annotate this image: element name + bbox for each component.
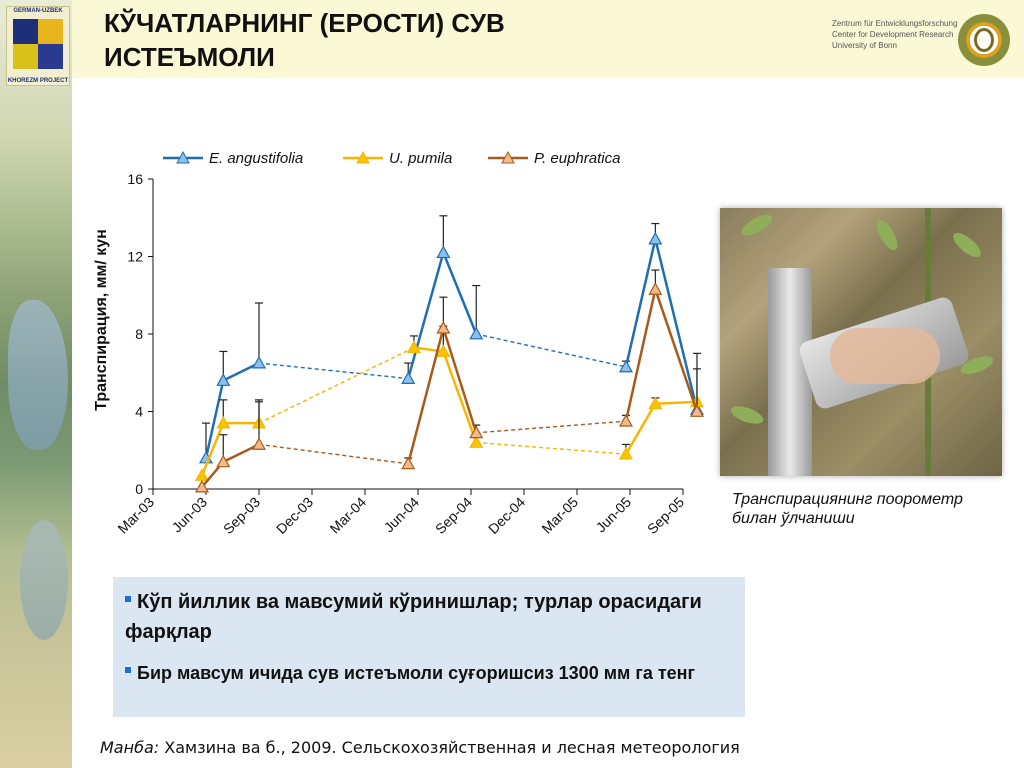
slide-header: [72, 0, 1024, 78]
chart-marks: [196, 216, 703, 492]
institute-line-1: Zentrum für Entwicklungsforschung: [832, 19, 958, 28]
data-point: [402, 458, 414, 469]
series-line-segment: [626, 239, 655, 367]
x-tick-label: Sep-03: [219, 493, 264, 538]
institute-line-3: University of Bonn: [832, 41, 897, 50]
legend-label: U. pumila: [389, 150, 453, 167]
bullet-square-icon: [125, 667, 131, 673]
data-point: [437, 247, 449, 258]
y-tick-label: 8: [135, 326, 143, 342]
legend-label: E. angustifolia: [209, 150, 304, 167]
y-tick-label: 4: [135, 403, 143, 420]
logo-mark: [13, 19, 63, 69]
source-citation: [100, 738, 740, 757]
key-point-2-text: Бир мавсум ичида сув истеъмоли суғоришсиз 1300 мм га тенг: [137, 663, 696, 683]
key-points-box: [113, 577, 745, 717]
y-axis-label: Транспирация, мм/ кун: [93, 229, 110, 411]
x-tick-label: Dec-04: [484, 493, 529, 538]
data-point: [402, 373, 414, 384]
key-point-1-text: Кўп йиллик ва мавсумий кўринишлар; турлар орасидаги фарқлар: [125, 591, 702, 643]
x-tick-label: Sep-05: [643, 493, 688, 538]
series-line-segment: [655, 239, 697, 410]
x-tick-label: Jun-03: [168, 493, 211, 536]
chart-legend: [163, 150, 620, 167]
y-tick-label: 16: [127, 171, 143, 187]
river-image: [8, 300, 68, 450]
series-line-segment: [443, 328, 476, 433]
series-line-segment: [443, 253, 476, 334]
x-tick-label: Mar-04: [326, 493, 370, 537]
series-line-segment: [655, 402, 697, 404]
data-point: [649, 233, 661, 244]
x-tick-label: Dec-03: [272, 493, 317, 538]
data-point: [437, 322, 449, 333]
left-decorative-strip: [0, 0, 72, 768]
series-line-segment: [476, 421, 626, 433]
source-label: Манба:: [100, 738, 160, 757]
logo-top-text: GERMAN-UZBEK: [13, 8, 63, 14]
data-point: [253, 357, 265, 368]
logo-bottom-text: KHOREZM PROJECT: [7, 78, 69, 84]
chart-axes: [93, 171, 687, 537]
project-logo: [6, 6, 70, 86]
data-point: [253, 438, 265, 449]
legend-label: P. euphratica: [534, 150, 621, 167]
y-tick-label: 12: [127, 248, 143, 265]
bullet-square-icon: [125, 596, 131, 602]
key-point-2: [125, 659, 735, 687]
series-line-segment: [476, 334, 626, 367]
data-point: [620, 415, 632, 426]
series-line-segment: [626, 289, 655, 421]
data-point: [649, 283, 661, 294]
x-tick-label: Jun-04: [380, 493, 423, 536]
source-text: Хамзина ва б., 2009. Сельскохозяйственная и лесная метеорология: [164, 738, 740, 757]
data-point: [217, 456, 229, 467]
y-tick-label: 0: [135, 481, 143, 497]
series-line-segment: [655, 289, 697, 411]
series-line-segment: [259, 363, 408, 379]
series-line-segment: [476, 443, 626, 455]
river-image-lower: [20, 520, 68, 640]
x-tick-label: Mar-03: [114, 493, 158, 537]
series-line-segment: [443, 351, 476, 442]
key-point-1: [125, 587, 735, 647]
x-tick-label: Mar-05: [538, 493, 582, 537]
series-line-segment: [408, 253, 443, 379]
x-tick-label: Sep-04: [431, 493, 476, 538]
series-line-segment: [259, 348, 414, 424]
data-point: [217, 375, 229, 386]
data-point: [196, 469, 208, 480]
data-point: [620, 448, 632, 459]
photo-caption: Транспирациянинг поорометр билан ўлчаниши: [732, 491, 963, 527]
porometer-photo: [720, 208, 1002, 476]
zef-logo: [958, 14, 1010, 66]
series-line-segment: [259, 444, 408, 463]
series-line-segment: [626, 404, 655, 454]
transpiration-chart: [88, 142, 708, 572]
slide-title: КЎЧАТЛАРНИНГ (ЕРОСТИ) СУВ ИСТЕЪМОЛИ: [104, 8, 505, 72]
institute-line-2: Center for Development Research: [832, 30, 954, 39]
x-tick-label: Jun-05: [592, 493, 635, 536]
data-point: [470, 328, 482, 339]
